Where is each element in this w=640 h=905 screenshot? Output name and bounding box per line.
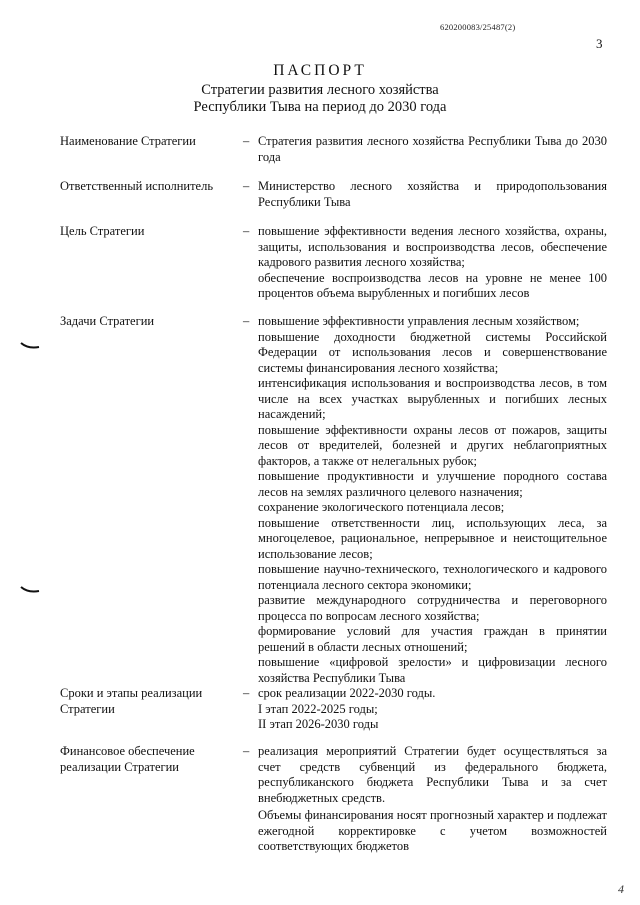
- row-dash: –: [243, 314, 250, 328]
- document-id: 620200083/25487(2): [440, 22, 516, 32]
- page-number: 3: [596, 36, 603, 51]
- value-paragraph: реализация мероприятий Стратегии будет осуществляться за счет средств субвенций из федерального бюджета, республиканского бюджета Республики Тыва и за счет внебюджетных средств.: [258, 744, 607, 805]
- row-label: Цель Стратегии: [60, 224, 145, 238]
- row-value: [258, 744, 607, 855]
- value-paragraph: I этап 2022-2025 годы;: [258, 701, 378, 716]
- value-paragraph: повышение эффективности управления лесным хозяйством;: [258, 314, 580, 328]
- value-paragraph: повышение ответственности лиц, использующих леса, за многоцелевое, рациональное, непрерывное и неистощительное использование лесов;: [258, 515, 607, 561]
- row-value: [258, 686, 607, 733]
- value-paragraph: обеспечение воспроизводства лесов на уровне не менее 100 процентов объема вырубленных и погибших лесов: [258, 270, 607, 300]
- value-paragraph: повышение доходности бюджетной системы Российской Федерации от использования лесов и совершенствование системы финансирования лесного хозяйства;: [258, 329, 607, 375]
- value-paragraph: формирование условий для участия граждан в принятии решений в области лесных отношений;: [258, 624, 607, 654]
- row-label: Задачи Стратегии: [60, 314, 155, 328]
- row-label: Наименование Стратегии: [60, 134, 196, 148]
- value-paragraph: повышение эффективности ведения лесного хозяйства, охраны, защиты, использования и воспроизводства лесов, обеспечение кадрового развития лесного хозяйства;: [258, 224, 607, 269]
- row-value: [258, 314, 607, 686]
- row-dash: –: [243, 686, 250, 700]
- value-paragraph: сохранение экологического потенциала лесов;: [258, 500, 505, 514]
- margin-mark: [20, 586, 40, 594]
- subtitle-line-1: Стратегии развития лесного хозяйства: [201, 82, 439, 98]
- value-paragraph: Министерство лесного хозяйства и природопользования Республики Тыва: [258, 179, 607, 209]
- value-paragraph: срок реализации 2022-2030 годы.: [258, 686, 436, 700]
- subtitle-line-2: Республики Тыва на период до 2030 года: [193, 99, 447, 115]
- corner-handwritten-mark: 4: [618, 882, 624, 896]
- value-paragraph: интенсификация использования и воспроизводства лесов, в том числе на всех участках вырубленных и погибших лесных насаждений;: [258, 376, 607, 421]
- row-dash: –: [243, 744, 250, 758]
- value-paragraph: повышение научно-технического, технологического и кадрового потенциала лесного сектора экономики;: [258, 562, 607, 592]
- row-dash: –: [243, 179, 250, 193]
- row-dash: –: [243, 134, 250, 148]
- margin-mark: [20, 342, 40, 350]
- row-value: [258, 134, 607, 165]
- row-dash: –: [243, 224, 250, 238]
- row-value: [258, 224, 607, 302]
- value-paragraph: повышение эффективности охраны лесов от пожаров, защиты лесов от вредителей, болезней и других неблагоприятных факторов, а также от нелегальных рубок;: [258, 422, 607, 468]
- value-paragraph: развитие международного сотрудничества и переговорного процесса по вопросам лесного хозяйства;: [258, 593, 607, 623]
- value-paragraph: повышение продуктивности и улучшение породного состава лесов на землях различного целевого назначения;: [258, 469, 607, 499]
- value-paragraph: II этап 2026-2030 годы: [258, 717, 379, 731]
- row-label: Финансовое обеспечение реализации Стратегии: [60, 744, 195, 774]
- value-paragraph: Объемы финансирования носят прогнозный характер и подлежат ежегодной корректировке с учетом возможностей соответствующих бюджетов: [258, 808, 607, 853]
- row-value: [258, 179, 607, 210]
- row-label: Ответственный исполнитель: [60, 179, 214, 193]
- page-title: ПАСПОРТ: [273, 62, 367, 79]
- value-paragraph: повышение «цифровой зрелости» и цифровизации лесного хозяйства Республики Тыва: [258, 655, 607, 685]
- value-paragraph: Стратегия развития лесного хозяйства Республики Тыва до 2030 года: [258, 134, 607, 164]
- row-label: Сроки и этапы реализации Стратегии: [60, 686, 203, 716]
